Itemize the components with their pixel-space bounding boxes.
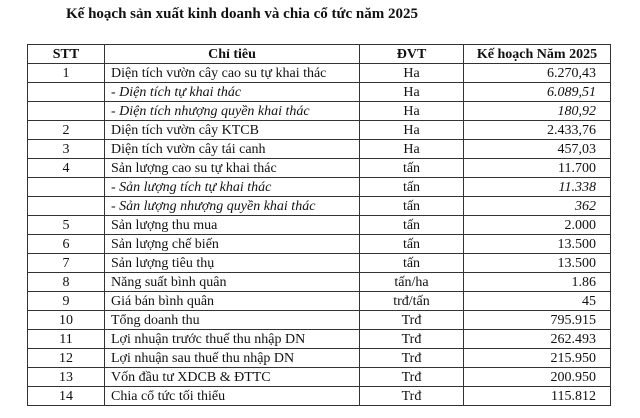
row-stt: 14 <box>28 387 105 406</box>
row-unit: Ha <box>360 140 464 159</box>
row-indicator: Lợi nhuận trước thuế thu nhập DN <box>105 330 360 349</box>
row-stt <box>28 102 105 121</box>
table-row <box>28 349 611 368</box>
row-unit: tấn <box>360 159 464 178</box>
row-unit: tấn <box>360 235 464 254</box>
row-plan-value: 2.000 <box>464 216 611 235</box>
row-plan-value: 457,03 <box>464 140 611 159</box>
row-stt <box>28 83 105 102</box>
row-plan-value: 115.812 <box>464 387 611 406</box>
row-indicator: Giá bán bình quân <box>105 292 360 311</box>
row-unit: tấn <box>360 178 464 197</box>
table-row <box>28 197 611 216</box>
table-row <box>28 64 611 83</box>
row-stt: 10 <box>28 311 105 330</box>
row-indicator: - Sản lượng tích tự khai thác <box>105 178 360 197</box>
row-indicator: Sản lượng thu mua <box>105 216 360 235</box>
row-unit: Trđ <box>360 349 464 368</box>
row-indicator: - Diện tích nhượng quyền khai thác <box>105 102 360 121</box>
row-unit: Ha <box>360 83 464 102</box>
row-plan-value: 200.950 <box>464 368 611 387</box>
row-plan-value: 13.500 <box>464 254 611 273</box>
row-stt: 13 <box>28 368 105 387</box>
row-indicator: Vốn đầu tư XDCB & ĐTTC <box>105 368 360 387</box>
row-unit: tấn/ha <box>360 273 464 292</box>
row-indicator: Sản lượng chế biến <box>105 235 360 254</box>
table-row <box>28 292 611 311</box>
row-stt: 9 <box>28 292 105 311</box>
row-stt <box>28 178 105 197</box>
table-row <box>28 330 611 349</box>
row-unit: tấn <box>360 254 464 273</box>
table-body <box>28 64 611 406</box>
row-stt: 11 <box>28 330 105 349</box>
table-row <box>28 102 611 121</box>
table-row <box>28 273 611 292</box>
row-indicator: Sản lượng cao su tự khai thác <box>105 159 360 178</box>
table-row <box>28 311 611 330</box>
row-unit: Trđ <box>360 330 464 349</box>
row-plan-value: 45 <box>464 292 611 311</box>
row-unit: Ha <box>360 121 464 140</box>
row-stt: 5 <box>28 216 105 235</box>
row-plan-value: 6.270,43 <box>464 64 611 83</box>
row-unit: Trđ <box>360 368 464 387</box>
row-plan-value: 215.950 <box>464 349 611 368</box>
row-stt: 3 <box>28 140 105 159</box>
row-plan-value: 795.915 <box>464 311 611 330</box>
row-plan-value: 11.338 <box>464 178 611 197</box>
plan-table <box>27 44 611 406</box>
row-indicator: Diện tích vườn cây cao su tự khai thác <box>105 64 360 83</box>
row-indicator: - Sản lượng nhượng quyền khai thác <box>105 197 360 216</box>
row-indicator: Diện tích vườn cây tái canh <box>105 140 360 159</box>
row-unit: tấn <box>360 197 464 216</box>
row-indicator: Tổng doanh thu <box>105 311 360 330</box>
row-stt: 12 <box>28 349 105 368</box>
row-stt <box>28 197 105 216</box>
row-indicator: Năng suất bình quân <box>105 273 360 292</box>
table-row <box>28 178 611 197</box>
document-title: Kế hoạch sản xuất kinh doanh và chia cổ tức năm 2025 <box>66 6 418 22</box>
row-indicator: Sản lượng tiêu thụ <box>105 254 360 273</box>
row-stt: 2 <box>28 121 105 140</box>
table-row <box>28 368 611 387</box>
row-unit: Trđ <box>360 311 464 330</box>
table-row <box>28 140 611 159</box>
row-plan-value: 1.86 <box>464 273 611 292</box>
row-plan-value: 180,92 <box>464 102 611 121</box>
header-plan-value: Kế hoạch Năm 2025 <box>464 45 611 64</box>
row-stt: 4 <box>28 159 105 178</box>
row-indicator: - Diện tích tự khai thác <box>105 83 360 102</box>
row-unit: Trđ <box>360 387 464 406</box>
row-indicator: Diện tích vườn cây KTCB <box>105 121 360 140</box>
header-indicator: Chỉ tiêu <box>105 45 360 64</box>
row-unit: trđ/tấn <box>360 292 464 311</box>
row-plan-value: 6.089,51 <box>464 83 611 102</box>
header-stt: STT <box>28 45 105 64</box>
row-plan-value: 262.493 <box>464 330 611 349</box>
table-row <box>28 235 611 254</box>
table-row <box>28 83 611 102</box>
table-row <box>28 254 611 273</box>
row-plan-value: 11.700 <box>464 159 611 178</box>
table-row <box>28 387 611 406</box>
row-indicator: Chia cổ tức tối thiểu <box>105 387 360 406</box>
row-unit: Ha <box>360 102 464 121</box>
table-row <box>28 216 611 235</box>
table-row <box>28 121 611 140</box>
table-row <box>28 159 611 178</box>
row-stt: 7 <box>28 254 105 273</box>
row-unit: tấn <box>360 216 464 235</box>
row-plan-value: 362 <box>464 197 611 216</box>
header-unit: ĐVT <box>360 45 464 64</box>
row-plan-value: 2.433,76 <box>464 121 611 140</box>
row-stt: 1 <box>28 64 105 83</box>
table-header-row <box>28 45 611 64</box>
row-unit: Ha <box>360 64 464 83</box>
row-stt: 6 <box>28 235 105 254</box>
row-indicator: Lợi nhuận sau thuế thu nhập DN <box>105 349 360 368</box>
row-stt: 8 <box>28 273 105 292</box>
row-plan-value: 13.500 <box>464 235 611 254</box>
